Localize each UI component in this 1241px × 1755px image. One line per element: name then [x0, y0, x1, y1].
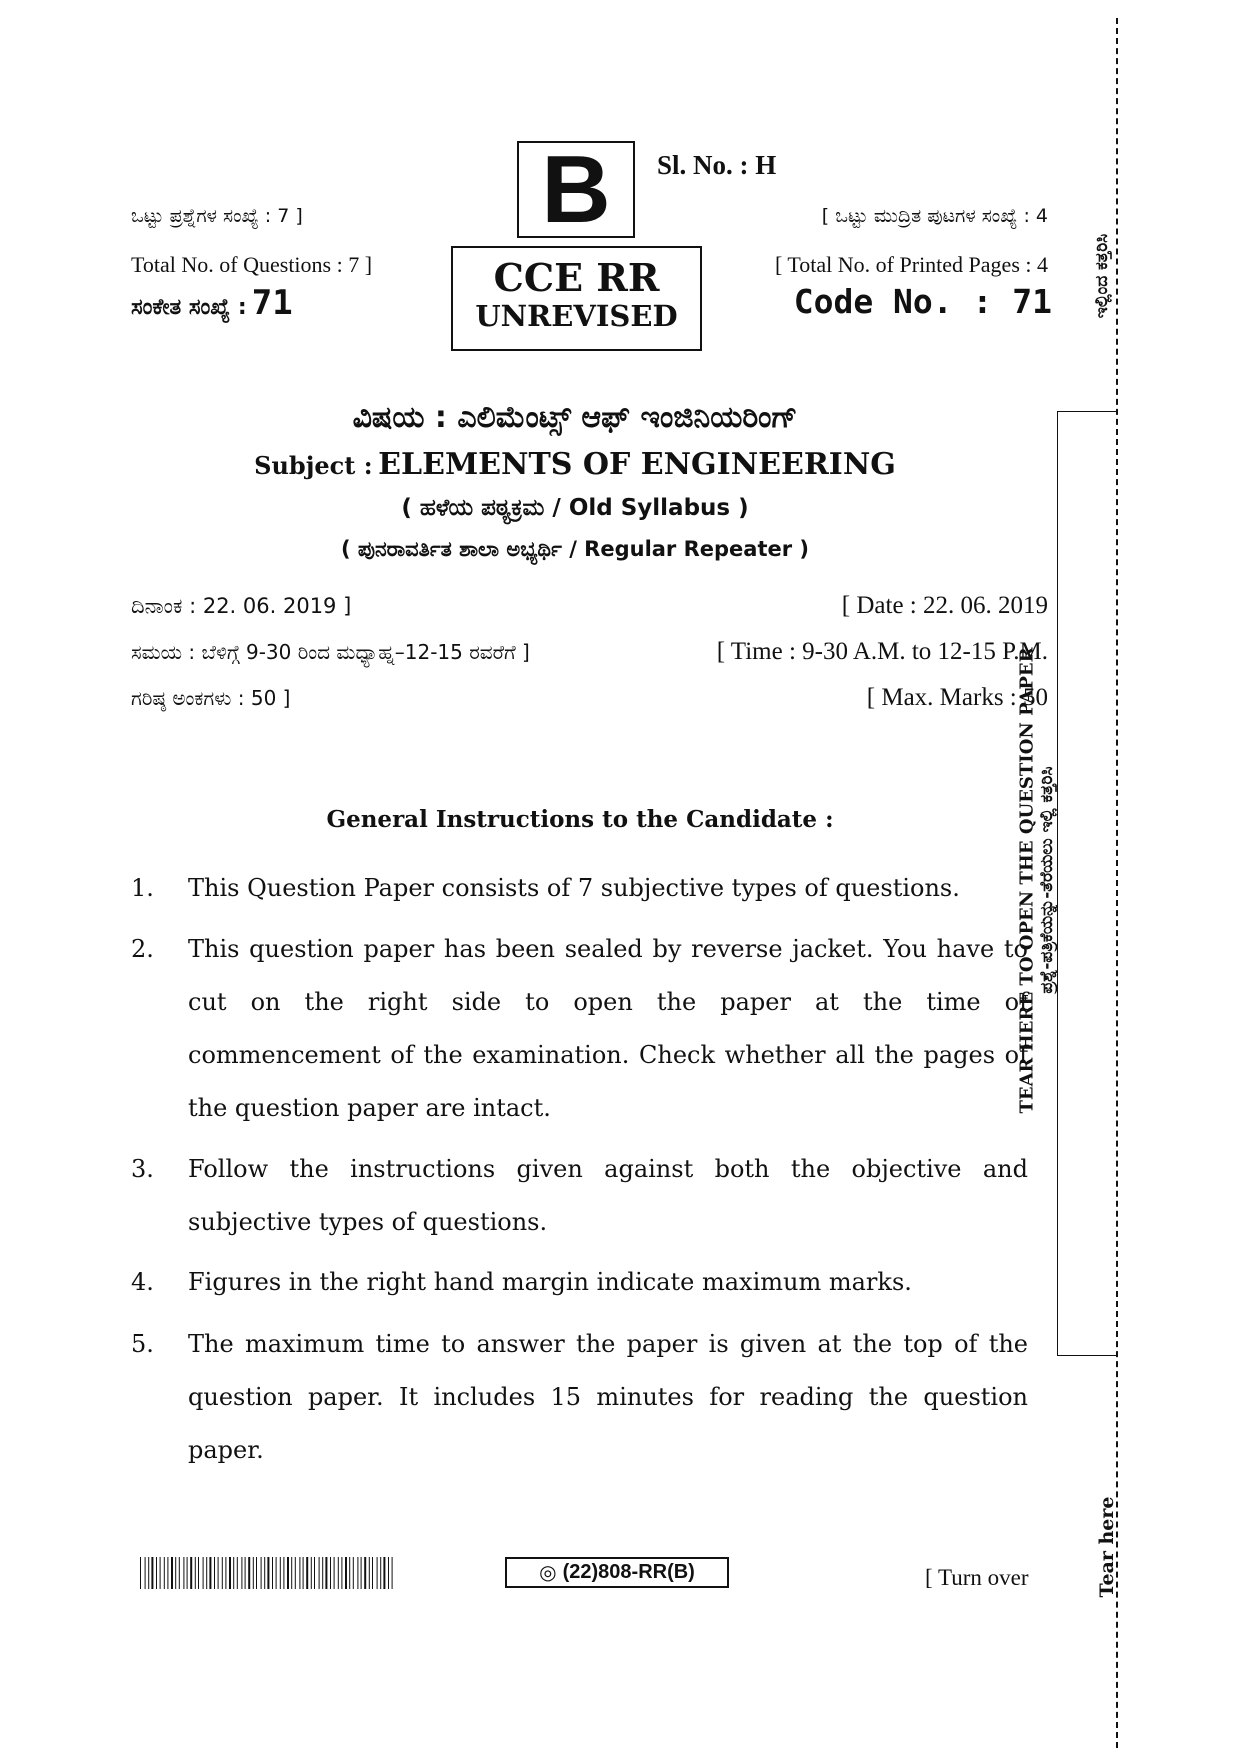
version-letter: B	[541, 135, 611, 243]
barcode-bar	[245, 1557, 246, 1589]
barcode-bar	[303, 1557, 304, 1589]
barcode-bar	[338, 1557, 339, 1589]
barcode-bar	[160, 1557, 161, 1589]
instruction-text: This Question Paper consists of 7 subjective types of questions.	[188, 874, 960, 902]
barcode-bar	[264, 1557, 265, 1589]
barcode-bar	[334, 1557, 335, 1589]
paper-code: (22)808-RR(B)	[562, 1561, 695, 1583]
barcode-bar	[256, 1557, 257, 1589]
instruction-number: 5.	[131, 1330, 154, 1358]
barcode-bar	[190, 1557, 192, 1589]
barcode-bar	[314, 1557, 315, 1589]
barcode-bar	[241, 1557, 242, 1589]
subject-label: Subject :	[254, 451, 373, 480]
barcode-bar	[272, 1557, 273, 1589]
barcode-bar	[372, 1557, 373, 1589]
barcode-bar	[140, 1557, 141, 1589]
barcode-bar	[164, 1557, 165, 1589]
instruction-number: 3.	[131, 1155, 154, 1183]
scheme-line2: UNREVISED	[475, 299, 678, 333]
tear-instruction-en: TEAR HERE TO OPEN THE QUESTION PAPER	[1016, 647, 1038, 1114]
subject-title: ELEMENTS OF ENGINEERING	[378, 447, 896, 482]
instruction-number: 4.	[131, 1268, 154, 1296]
serial-number: Sl. No. : H	[657, 150, 777, 180]
barcode-bar	[233, 1557, 234, 1589]
code-kn-label: ಸಂಕೇತ ಸಂಖ್ಯೆ :	[131, 295, 247, 320]
barcode-bar	[214, 1557, 215, 1589]
time-en: [ Time : 9-30 A.M. to 12-15 P.M.	[716, 638, 1048, 665]
barcode-bar	[322, 1557, 323, 1589]
barcode-bar	[183, 1557, 184, 1589]
barcode-bar	[364, 1557, 366, 1589]
syllabus-line: ( ಹಳೆಯ ಪಠ್ಯಕ್ರಮ / Old Syllabus )	[401, 495, 749, 521]
copyright-icon: ◎	[539, 1562, 557, 1584]
subject-kn: ವಿಷಯ : ಎಲಿಮೆಂಟ್ಸ್ ಆಫ್ ಇಂಜಿನಿಯರಿಂಗ್	[352, 400, 798, 435]
barcode-bar	[383, 1557, 385, 1589]
barcode-bar	[198, 1557, 199, 1589]
barcode-bar	[261, 1557, 262, 1589]
barcode-bar	[311, 1557, 312, 1589]
scheme-line1: CCE RR	[493, 255, 660, 300]
barcode-bar	[175, 1557, 176, 1589]
barcode-bar	[361, 1557, 362, 1589]
total-questions-en: Total No. of Questions : 7 ]	[131, 252, 373, 277]
subject-en	[0, 447, 1150, 482]
barcode-bar	[167, 1557, 168, 1589]
barcode-bar	[388, 1557, 389, 1589]
barcode-bar	[280, 1557, 281, 1589]
barcode-bar	[209, 1557, 211, 1589]
barcode-bar	[319, 1557, 320, 1589]
paper-code-box	[505, 1557, 729, 1588]
code-number-en: Code No. : 71	[793, 282, 1052, 321]
barcode-bar	[179, 1557, 180, 1589]
marks-kn: ಗರಿಷ್ಠ ಅಂಕಗಳು : 50 ]	[131, 686, 291, 710]
tear-here-label: Tear here	[1096, 1496, 1118, 1598]
barcode-bar	[306, 1557, 308, 1589]
barcode-bar	[206, 1557, 207, 1589]
tear-box	[1057, 411, 1118, 1356]
date-en: [ Date : 22. 06. 2019	[841, 592, 1048, 619]
barcode-bar	[380, 1557, 381, 1589]
barcode-bar	[253, 1557, 254, 1589]
turn-over: [ Turn over	[925, 1565, 1029, 1590]
barcode-bar	[195, 1557, 196, 1589]
barcode-bar	[218, 1557, 219, 1589]
cut-here-kn: ಇಲ್ಲಿಂದ ಕತ್ತರಿಸಿ	[1092, 233, 1112, 319]
barcode-bar	[148, 1557, 149, 1589]
code-number-kn	[131, 283, 293, 323]
barcode-bar	[345, 1557, 347, 1589]
instructions-heading: General Instructions to the Candidate :	[326, 806, 834, 833]
instruction-text: This question paper has been sealed by reverse jacket. You have to cut on the right side to open the paper at the time of commencement of the examination. Check whether all the pages of the question paper are intact.	[188, 935, 1028, 1122]
barcode-bar	[151, 1557, 153, 1589]
code-kn-value: 71	[251, 283, 293, 323]
barcode-bar	[203, 1557, 204, 1589]
printed-pages-en: [ Total No. of Printed Pages : 4	[774, 252, 1048, 277]
barcode-bar	[295, 1557, 296, 1589]
barcode-bar	[357, 1557, 358, 1589]
instruction-number: 2.	[131, 935, 154, 963]
total-questions-kn: ಒಟ್ಟು ಪ್ರಶ್ನೆಗಳ ಸಂಖ್ಯೆ : 7 ]	[131, 205, 303, 227]
candidate-line: ( ಪುನರಾವರ್ತಿತ ಶಾಲಾ ಅಭ್ಯರ್ಥಿ / Regular Repeater )	[340, 537, 810, 561]
barcode	[140, 1557, 395, 1589]
barcode-bar	[222, 1557, 223, 1589]
barcode-bar	[299, 1557, 300, 1589]
instruction-text: The maximum time to answer the paper is given at the top of the question paper. It includes 15 minutes for reading the question paper.	[188, 1330, 1028, 1464]
barcode-bar	[330, 1557, 331, 1589]
instruction-text: Follow the instructions given against both the objective and subjective types of questions.	[188, 1155, 1028, 1236]
printed-pages-kn: [ ಒಟ್ಟು ಮುದ್ರಿತ ಪುಟಗಳ ಸಂಖ್ಯೆ : 4	[821, 205, 1048, 227]
barcode-bar	[237, 1557, 238, 1589]
instruction-number: 1.	[131, 874, 154, 902]
barcode-bar	[229, 1557, 231, 1589]
barcode-bar	[325, 1557, 327, 1589]
barcode-bar	[145, 1557, 146, 1589]
barcode-bar	[291, 1557, 292, 1589]
version-box	[517, 135, 635, 243]
barcode-bar	[225, 1557, 226, 1589]
barcode-bar	[267, 1557, 269, 1589]
tear-instruction-kn: ಪ್ರಶ್ನೆ-ಪತ್ರಿಕೆಯನ್ನು-ತೆರೆಯಲು ಇಲ್ಲಿ ಕತ್ತರಿಸಿ	[1037, 766, 1057, 994]
time-kn: ಸಮಯ : ಬೆಳಿಗ್ಗೆ 9-30 ರಿಂದ ಮಧ್ಯಾಹ್ನ–12-15 ರವರೆಗೆ ]	[131, 640, 530, 664]
marks-en: [ Max. Marks : 50	[866, 684, 1048, 711]
barcode-bar	[187, 1557, 188, 1589]
barcode-bar	[353, 1557, 354, 1589]
barcode-bar	[287, 1557, 289, 1589]
barcode-bar	[392, 1557, 393, 1589]
barcode-bar	[283, 1557, 284, 1589]
barcode-bar	[349, 1557, 350, 1589]
barcode-bar	[276, 1557, 277, 1589]
date-kn: ದಿನಾಂಕ : 22. 06. 2019 ]	[131, 594, 352, 618]
barcode-bar	[248, 1557, 250, 1589]
barcode-bar	[369, 1557, 370, 1589]
barcode-bar	[377, 1557, 378, 1589]
scheme-box	[451, 246, 702, 351]
instruction-text: Figures in the right hand margin indicate maximum marks.	[188, 1268, 912, 1296]
barcode-bar	[171, 1557, 173, 1589]
barcode-bar	[341, 1557, 342, 1589]
barcode-bar	[156, 1557, 157, 1589]
